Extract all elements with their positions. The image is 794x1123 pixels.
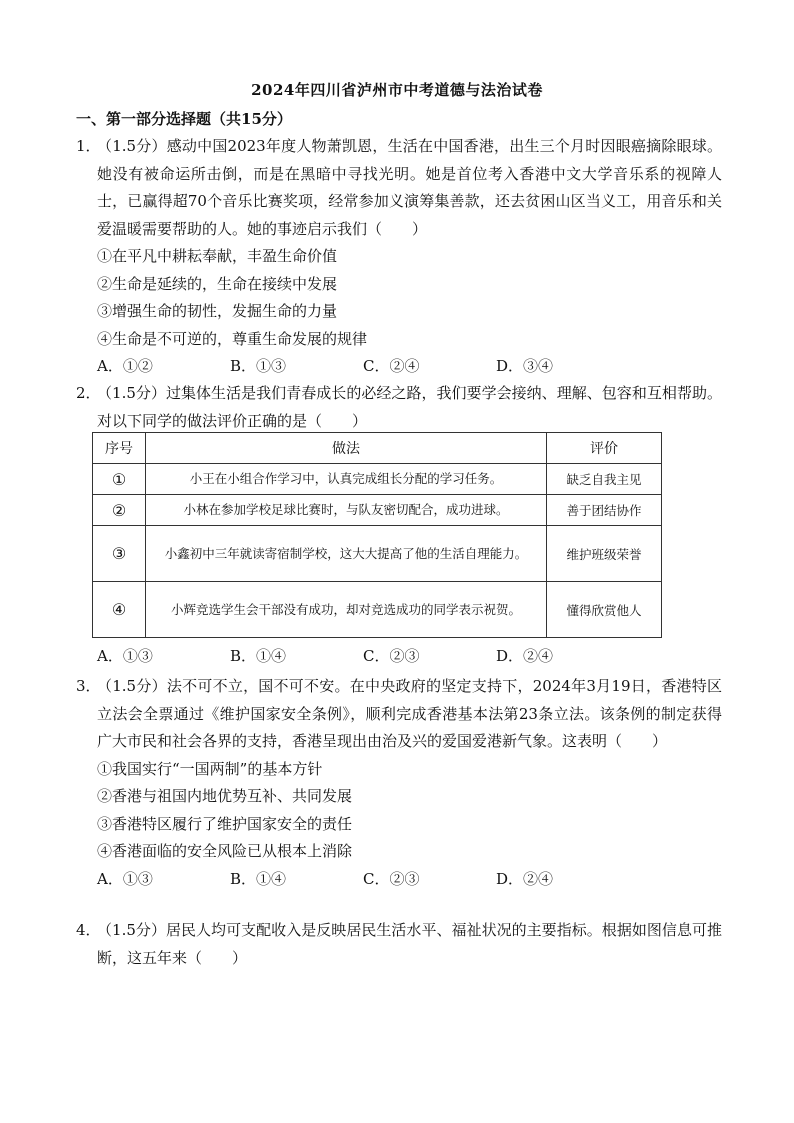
table-header: 做法 <box>146 433 547 464</box>
choice-c[interactable]: C．②③ <box>363 647 420 665</box>
table-row <box>93 495 662 526</box>
question-2 <box>76 380 722 435</box>
question-stem: （1.5分）居民人均可支配收入是反映居民生活水平、福祉状况的主要指标。根据如图信息可推断，这五年来（ ） <box>97 921 722 967</box>
exam-title: 2024年四川省泸州市中考道德与法治试卷 <box>251 81 543 99</box>
statement-option: ③增强生命的韧性，发掘生命的力量 <box>97 302 338 320</box>
question-number: 1． <box>76 137 101 155</box>
question-stem: （1.5分）过集体生活是我们青春成长的必经之路，我们要学会接纳、理解、包容和互相帮助。对以下同学的做法评价正确的是（ ） <box>97 384 722 430</box>
choice-a[interactable]: A．①③ <box>97 647 153 665</box>
row-practice: 小辉竞选学生会干部没有成功，却对竞选成功的同学表示祝贺。 <box>146 582 547 638</box>
choice-b[interactable]: B．①④ <box>230 869 287 888</box>
row-evaluation: 懂得欣赏他人 <box>547 582 662 638</box>
question-number: 2． <box>76 384 101 402</box>
question-number: 3． <box>76 677 101 695</box>
choice-c[interactable]: C．②③ <box>363 869 420 888</box>
table-row <box>93 464 662 495</box>
table-row <box>93 526 662 582</box>
question-3 <box>76 673 722 893</box>
row-index: ② <box>93 495 146 526</box>
choice-a[interactable]: A．①② <box>97 357 153 375</box>
choice-a[interactable]: A．①③ <box>97 869 153 888</box>
statement-option: ①我国实行“一国两制”的基本方针 <box>97 759 323 778</box>
statement-option: ③香港特区履行了维护国家安全的责任 <box>97 814 353 833</box>
evaluation-table <box>92 432 662 638</box>
question-number: 4． <box>76 921 101 939</box>
choice-d[interactable]: D．②④ <box>496 647 554 665</box>
row-practice: 小林在参加学校足球比赛时，与队友密切配合，成功进球。 <box>146 495 547 526</box>
statement-option: ④香港面临的安全风险已从根本上消除 <box>97 842 353 860</box>
table-header: 评价 <box>547 433 662 464</box>
table-header-row <box>93 433 662 464</box>
row-evaluation: 维护班级荣誉 <box>547 526 662 582</box>
row-practice: 小王在小组合作学习中，认真完成组长分配的学习任务。 <box>146 464 547 495</box>
row-index: ④ <box>93 582 146 638</box>
row-index: ③ <box>93 526 146 582</box>
row-practice: 小鑫初中三年就读寄宿制学校，这大大提高了他的生活自理能力。 <box>146 526 547 582</box>
choice-c[interactable]: C．②④ <box>363 357 420 375</box>
choice-b[interactable]: B．①④ <box>230 647 287 665</box>
answer-choices <box>97 353 722 381</box>
choice-b[interactable]: B．①③ <box>230 357 287 375</box>
row-evaluation: 善于团结协作 <box>547 495 662 526</box>
answer-choices <box>97 645 629 666</box>
question-4 <box>76 917 722 972</box>
choice-d[interactable]: D．②④ <box>496 869 554 888</box>
question-1 <box>76 133 722 381</box>
row-evaluation: 缺乏自我主见 <box>547 464 662 495</box>
statement-option: ④生命是不可逆的，尊重生命发展的规律 <box>97 329 368 348</box>
row-index: ① <box>93 464 146 495</box>
statement-option: ①在平凡中耕耘奉献，丰盈生命价值 <box>97 247 338 265</box>
question-stem: （1.5分）法不可不立，国不可不安。在中央政府的坚定支持下，2024年3月19日，香港特区立法会全票通过《维护国家安全条例》，顺利完成香港基本法第23条立法。该条例的制定获得广大市民和社会各界的支持，香港呈现出由治及兴的爱国爱港新气象。这表明（ ） <box>97 677 722 750</box>
statement-option: ②香港与祖国内地优势互补、共同发展 <box>97 787 353 805</box>
table-header: 序号 <box>93 433 146 464</box>
table-row <box>93 582 662 638</box>
question-stem: （1.5分）感动中国2023年度人物萧凯恩，生活在中国香港，出生三个月时因眼癌摘除眼球。她没有被命运所击倒，而是在黑暗中寻找光明。她是首位考入香港中文大学音乐系的视障人士，已赢得超70个音乐比赛奖项，经常参加义演筹集善款，还去贫困山区当义工，用音乐和关爱温暖需要帮助的人。她的事迹启示我们（ ） <box>97 137 722 238</box>
statement-option: ②生命是延续的，生命在接续中发展 <box>97 274 338 293</box>
answer-choices <box>97 866 722 894</box>
section-heading: 一、第一部分选择题（共15分） <box>76 110 292 128</box>
choice-d[interactable]: D．③④ <box>496 357 554 375</box>
